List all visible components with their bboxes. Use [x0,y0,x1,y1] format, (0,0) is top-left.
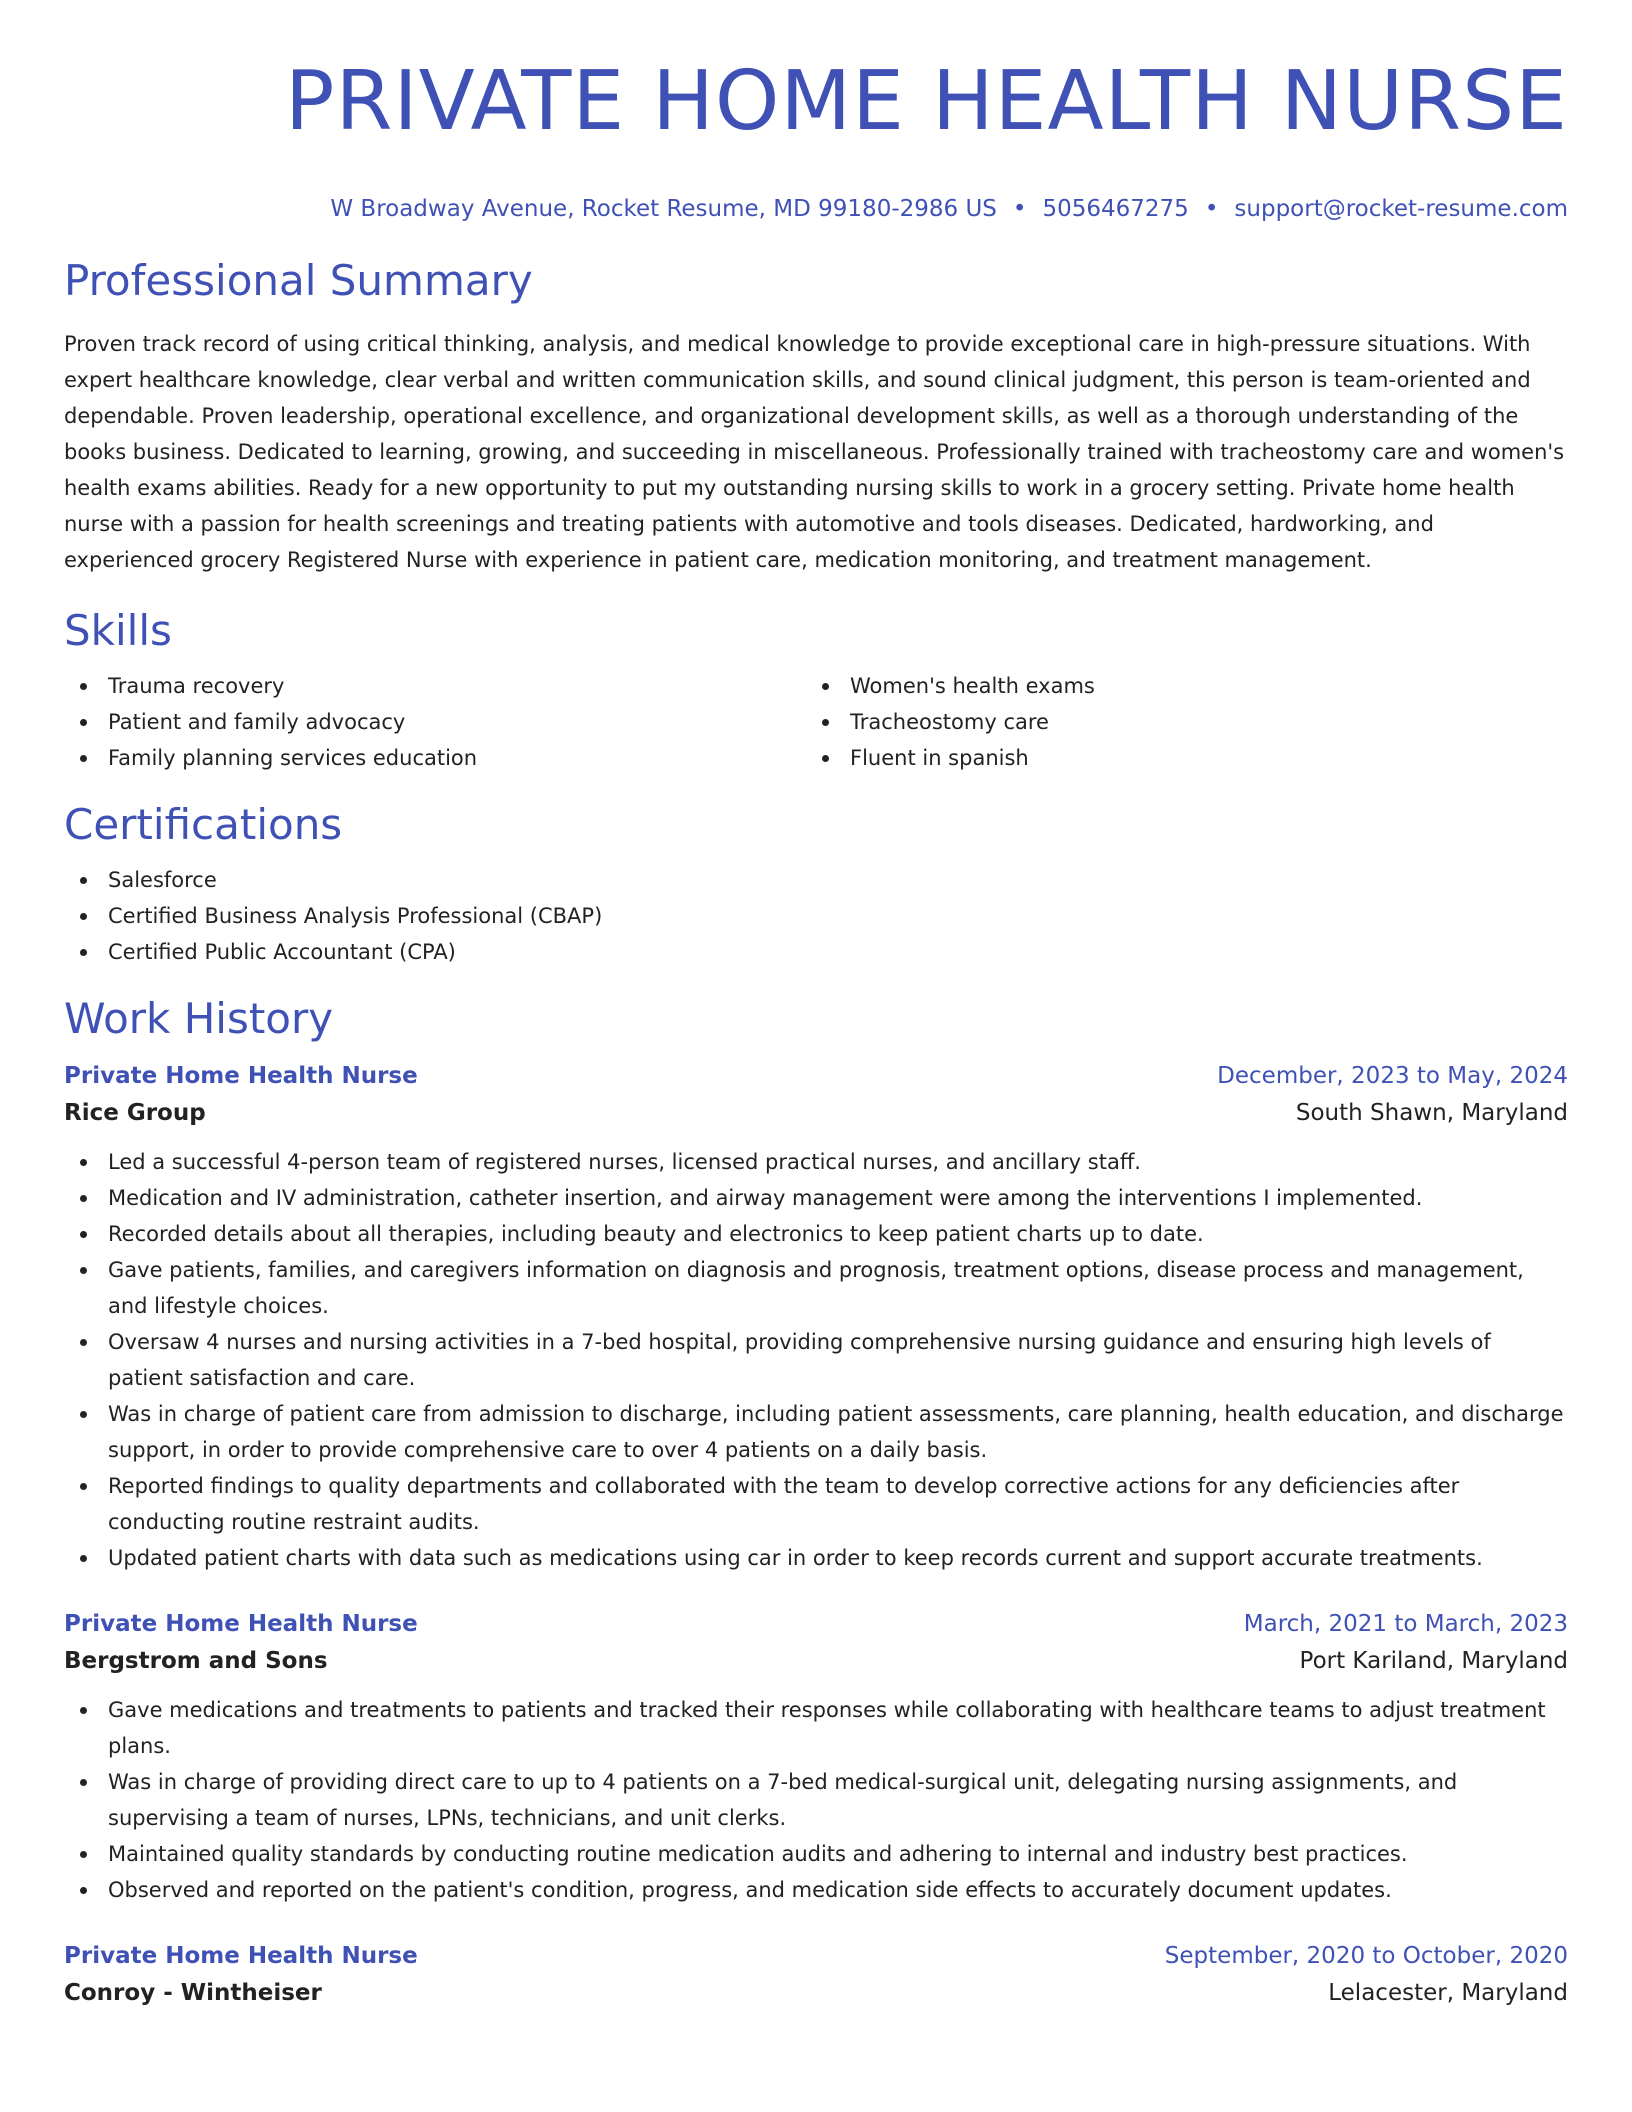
job-bullet-list [64,1144,1568,1576]
job-location: Lelacester, Maryland [1328,1980,1568,2006]
job-title: Private Home Health Nurse [64,1063,418,1089]
job-header [64,1058,1568,1094]
skill-item: Tracheostomy care [806,704,1548,740]
skills-list-left [64,668,806,776]
job-entry [64,1606,1568,1908]
contact-email[interactable]: support@rocket-resume.com [1234,196,1568,222]
certification-item: Certified Public Accountant (CPA) [64,934,1568,970]
skill-item: Women's health exams [806,668,1548,704]
job-dates: March, 2021 to March, 2023 [1243,1611,1568,1637]
job-bullet: Updated patient charts with data such as medications using car in order to keep records current and support accurate treatments. [64,1540,1568,1576]
job-bullet: Maintained quality standards by conducting routine medication audits and adhering to internal and industry best practices. [64,1836,1568,1872]
certifications-section [64,798,1568,970]
job-entry [64,1938,1568,2012]
contact-address: W Broadway Avenue, Rocket Resume, MD 99180-2986 US [330,196,997,222]
job-title: Private Home Health Nurse [64,1943,418,1969]
job-subheader [64,1974,1568,2012]
job-bullet: Gave patients, families, and caregivers information on diagnosis and prognosis, treatment options, disease process and management, and lifestyle choices. [64,1252,1568,1324]
certification-item: Certified Business Analysis Professional (CBAP) [64,898,1568,934]
job-bullet: Led a successful 4-person team of registered nurses, licensed practical nurses, and ancillary staff. [64,1144,1568,1180]
section-heading-skills: Skills [64,606,172,655]
job-company: Conroy - Wintheiser [64,1980,322,2006]
work-history-section [64,992,1568,2012]
certification-item: Salesforce [64,862,1568,898]
job-bullet: Was in charge of patient care from admission to discharge, including patient assessments, care planning, health education, and discharge support, in order to provide comprehensive care to over 4 patients on a daily basis. [64,1396,1568,1468]
job-company: Rice Group [64,1100,206,1126]
job-bullet: Was in charge of providing direct care to up to 4 patients on a 7-bed medical-surgical unit, delegating nursing assignments, and supervising a team of nurses, LPNs, technicians, and unit clerks. [64,1764,1568,1836]
job-header [64,1938,1568,1974]
job-bullet: Recorded details about all therapies, including beauty and electronics to keep patient charts up to date. [64,1216,1568,1252]
job-bullet: Observed and reported on the patient's condition, progress, and medication side effects to accurately document updates. [64,1872,1568,1908]
section-heading-summary: Professional Summary [64,256,533,305]
job-title: Private Home Health Nurse [64,1611,418,1637]
resume-title: PRIVATE HOME HEALTH NURSE [285,54,1568,149]
skills-grid [64,668,1568,776]
summary-section [64,254,1568,578]
skills-section [64,604,1568,776]
job-entry [64,1058,1568,1576]
skill-item: Patient and family advocacy [64,704,806,740]
job-dates: December, 2023 to May, 2024 [1217,1063,1568,1089]
section-heading-work-history: Work History [64,994,334,1043]
summary-text: Proven track record of using critical thinking, analysis, and medical knowledge to provide exceptional care in high-pressure situations. With expert healthcare knowledge, clear verbal and written communication skills, and sound clinical judgment, this person is team-oriented and dependable. Proven leadership, operational excellence, and organizational development skills, as well as a thorough understanding of the books business. Dedicated to learning, growing, and succeeding in miscellaneous. Professionally trained with tracheostomy care and women's health exams abilities. Ready for a new opportunity to put my outstanding nursing skills to work in a grocery setting. Private home health nurse with a passion for health screenings and treating patients with automotive and tools diseases. Dedicated, hardworking, and experienced grocery Registered Nurse with experience in patient care, medication monitoring, and treatment management. [64,332,1565,572]
contact-phone: 5056467275 [1042,196,1189,222]
job-bullet: Reported findings to quality departments and collaborated with the team to develop corrective actions for any deficiencies after conducting routine restraint audits. [64,1468,1568,1540]
resume-page [64,0,1568,2012]
job-header [64,1606,1568,1642]
job-bullet: Medication and IV administration, catheter insertion, and airway management were among the interventions I implemented. [64,1180,1568,1216]
contact-separator: • [1204,196,1219,222]
skill-item: Trauma recovery [64,668,806,704]
job-company: Bergstrom and Sons [64,1648,328,1674]
job-bullet: Oversaw 4 nurses and nursing activities in a 7-bed hospital, providing comprehensive nursing guidance and ensuring high levels of patient satisfaction and care. [64,1324,1568,1396]
skill-item: Fluent in spanish [806,740,1548,776]
job-subheader [64,1642,1568,1680]
job-bullet: Gave medications and treatments to patients and tracked their responses while collaborating with healthcare teams to adjust treatment plans. [64,1692,1568,1764]
job-location: Port Kariland, Maryland [1299,1648,1568,1674]
skills-list-right [806,668,1548,776]
contact-line [64,194,1568,224]
job-bullet-list [64,1692,1568,1908]
skill-item: Family planning services education [64,740,806,776]
job-location: South Shawn, Maryland [1295,1100,1568,1126]
section-heading-certifications: Certifications [64,800,343,849]
job-dates: September, 2020 to October, 2020 [1164,1943,1568,1969]
job-subheader [64,1094,1568,1132]
certifications-list [64,862,1568,970]
contact-separator: • [1012,196,1027,222]
